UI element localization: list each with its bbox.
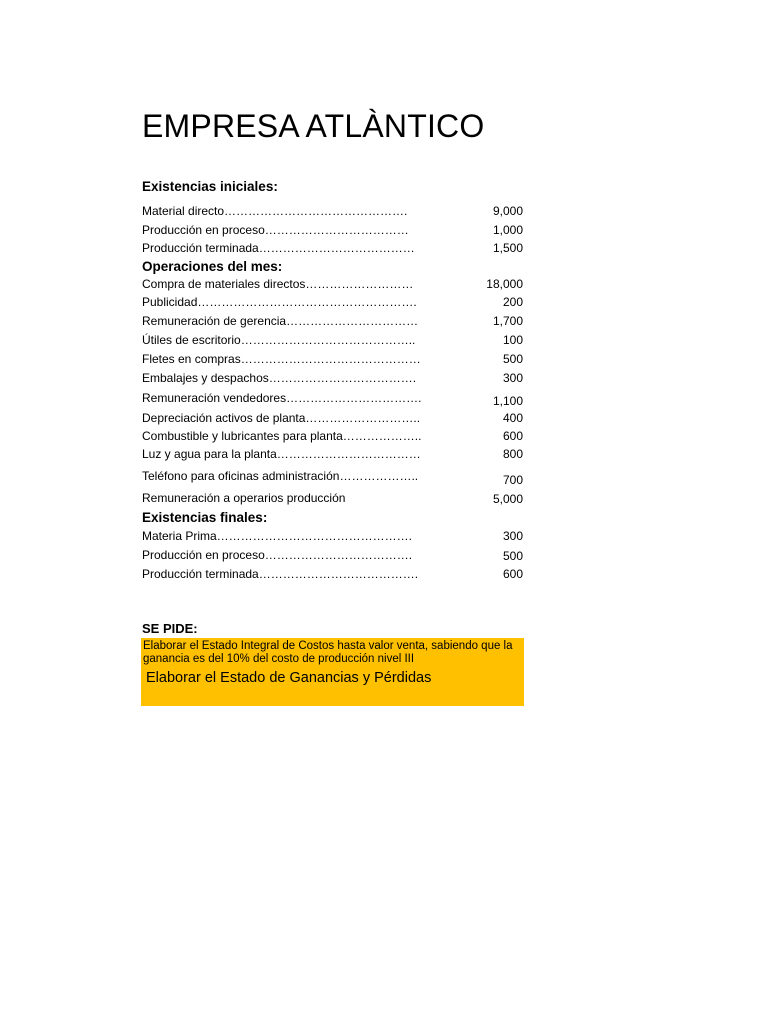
ledger-row <box>142 203 523 220</box>
item-label: Producción terminada………………………………… <box>142 241 415 255</box>
se-pide-heading: SE PIDE: <box>142 621 198 636</box>
item-amount: 200 <box>502 295 523 309</box>
item-amount: 18,000 <box>486 277 523 291</box>
item-amount: 600 <box>502 429 523 443</box>
item-amount: 1,100 <box>492 394 523 408</box>
se-pide-item-ganancias: Elaborar el Estado de Ganancias y Pérdidas <box>146 670 432 686</box>
section-existencias-finales: Existencias finales: <box>142 510 268 525</box>
item-amount: 800 <box>502 447 523 461</box>
se-pide-item-costos: Elaborar el Estado Integral de Costos hasta valor venta, sabiendo que la ganancia es del 10% del costo de producción nivel III <box>143 640 513 665</box>
item-amount: 500 <box>502 549 523 563</box>
item-amount: 1,700 <box>492 314 523 328</box>
item-amount: 600 <box>502 567 523 581</box>
section-existencias-iniciales: Existencias iniciales: <box>142 179 278 194</box>
item-label: Teléfono para oficinas administración……………….. <box>142 469 419 483</box>
ledger-row <box>142 547 523 564</box>
ledger-row <box>142 370 523 387</box>
item-label: Útiles de escritorio…………………………………….. <box>142 333 416 347</box>
ledger-row <box>142 332 523 349</box>
ledger-row <box>142 276 523 293</box>
item-label: Remuneración vendedores……………………………. <box>142 391 422 405</box>
ledger-row <box>142 294 523 311</box>
item-label: Luz y agua para la planta……………………………… <box>142 447 421 461</box>
item-label: Materia Prima…………………………………………. <box>142 529 413 543</box>
ledger-row <box>142 446 523 463</box>
item-amount: 500 <box>502 352 523 366</box>
section-operaciones-del-mes: Operaciones del mes: <box>142 259 283 274</box>
item-label: Publicidad………………………………………………. <box>142 295 417 309</box>
item-label: Combustible y lubricantes para planta……………….. <box>142 429 422 443</box>
ledger-row <box>142 313 523 330</box>
item-amount: 400 <box>502 411 523 425</box>
ledger-row <box>142 528 523 545</box>
item-amount: 1,500 <box>492 241 523 255</box>
item-label: Compra de materiales directos……………………… <box>142 277 414 291</box>
item-amount: 300 <box>502 529 523 543</box>
ledger-row <box>142 428 523 445</box>
item-amount: 9,000 <box>492 204 523 218</box>
item-label: Depreciación activos de planta……………………….. <box>142 411 421 425</box>
item-label: Producción en proceso………………………………. <box>142 548 413 562</box>
item-amount: 300 <box>502 371 523 385</box>
se-pide-highlight-box <box>141 638 524 706</box>
item-label: Producción terminada…………………………………. <box>142 567 419 581</box>
ledger-row <box>142 240 523 257</box>
item-amount: 5,000 <box>492 492 523 506</box>
item-amount: 100 <box>502 333 523 347</box>
item-label: Material directo………………………………………. <box>142 204 408 218</box>
item-label: Remuneración de gerencia…………………………… <box>142 314 419 328</box>
ledger-row <box>142 222 523 239</box>
item-amount: 1,000 <box>492 223 523 237</box>
item-label: Embalajes y despachos………………………………. <box>142 371 417 385</box>
item-label: Fletes en compras……………………………………… <box>142 352 421 366</box>
item-label: Remuneración a operarios producción <box>142 491 346 505</box>
ledger-row <box>142 351 523 368</box>
ledger-row <box>142 390 523 407</box>
ledger-row <box>142 490 523 507</box>
ledger-row <box>142 468 523 485</box>
item-amount: 700 <box>502 473 523 487</box>
item-label: Producción en proceso……………………………… <box>142 223 409 237</box>
company-title: EMPRESA ATLÀNTICO <box>142 108 485 144</box>
ledger-row <box>142 410 523 427</box>
ledger-row <box>142 566 523 583</box>
